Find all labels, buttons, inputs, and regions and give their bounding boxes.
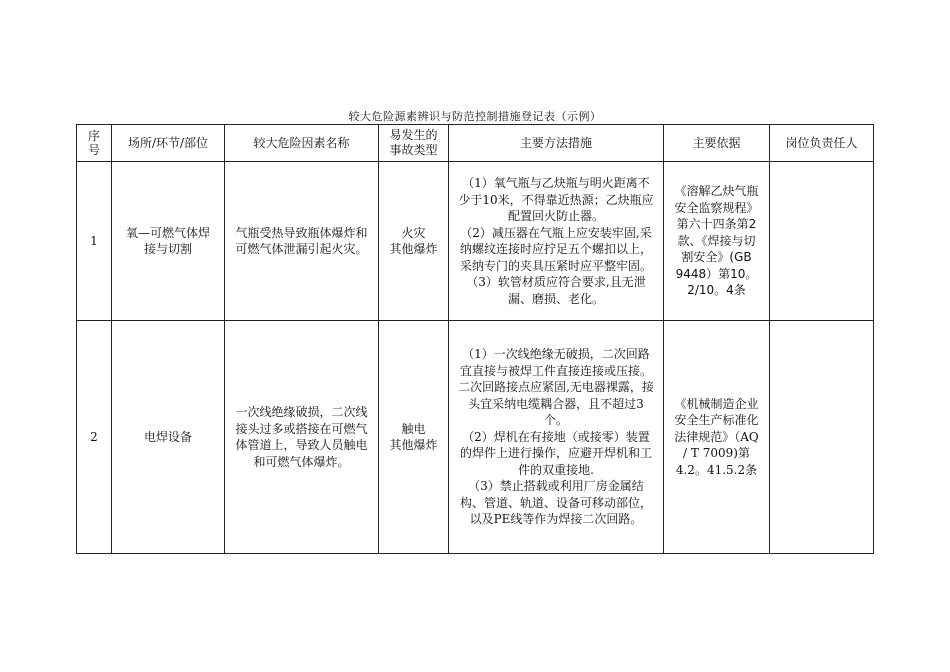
header-accident-type: 易发生的事故类型 [379, 125, 449, 162]
header-basis: 主要依据 [664, 125, 770, 162]
cell-no: 2 [77, 321, 112, 554]
cell-place: 电焊设备 [112, 321, 225, 554]
header-hazard: 较大危险因素名称 [225, 125, 379, 162]
cell-measures: （1）氧气瓶与乙炔瓶与明火距离不少于10米，不得靠近热源；乙炔瓶应配置回火防止器。 （2）减压器在气瓶上应安装牢固,采纳螺纹连接时应拧足五个螺扣以上，采纳专门的夹具压紧时应平整牢固。 （3）软管材质应符合要求,且无泄漏、磨损、老化。 [449, 162, 664, 321]
cell-no: 1 [77, 162, 112, 321]
cell-owner [770, 321, 874, 554]
cell-owner [770, 162, 874, 321]
header-no: 序号 [77, 125, 112, 162]
table-header-row [77, 125, 874, 162]
header-place: 场所/环节/部位 [112, 125, 225, 162]
table-row [77, 162, 874, 321]
table-row [77, 321, 874, 554]
header-owner: 岗位负责任人 [770, 125, 874, 162]
cell-hazard: 一次线绝缘破损，二次线接头过多或搭接在可燃气体管道上，导致人员触电和可燃气体爆炸。 [225, 321, 379, 554]
hazard-register-table [76, 124, 874, 554]
cell-accident-type: 触电 其他爆炸 [379, 321, 449, 554]
cell-basis: 《溶解乙炔气瓶安全监察规程》第六十四条第2款、《焊接与切割安全》(GB 9448）第10。2/10。4条 [664, 162, 770, 321]
cell-accident-type: 火灾 其他爆炸 [379, 162, 449, 321]
cell-basis: 《机械制造企业安全生产标准化法律规范》（AQ / T 7009)第4.2。41.5.2条 [664, 321, 770, 554]
cell-measures: （1）一次线绝缘无破损，二次回路宜直接与被焊工件直接连接或压接。二次回路接点应紧固,无电器裸露，接头宜采纳电缆耦合器，且不超过3个。 （2）焊机在有接地（或接零）装置的焊件上进行操作，应避开焊机和工件的双重接地. （3）禁止搭载或利用厂房金属结构、管道、轨道、设备可移动部位，以及PE线等作为焊接二次回路。 [449, 321, 664, 554]
header-measures: 主要方法措施 [449, 125, 664, 162]
document-title: 较大危险源素辨识与防范控制措施登记表（示例） [348, 110, 602, 123]
cell-hazard: 气瓶受热导致瓶体爆炸和可燃气体泄漏引起火灾。 [225, 162, 379, 321]
cell-place: 氧—可燃气体焊接与切割 [112, 162, 225, 321]
